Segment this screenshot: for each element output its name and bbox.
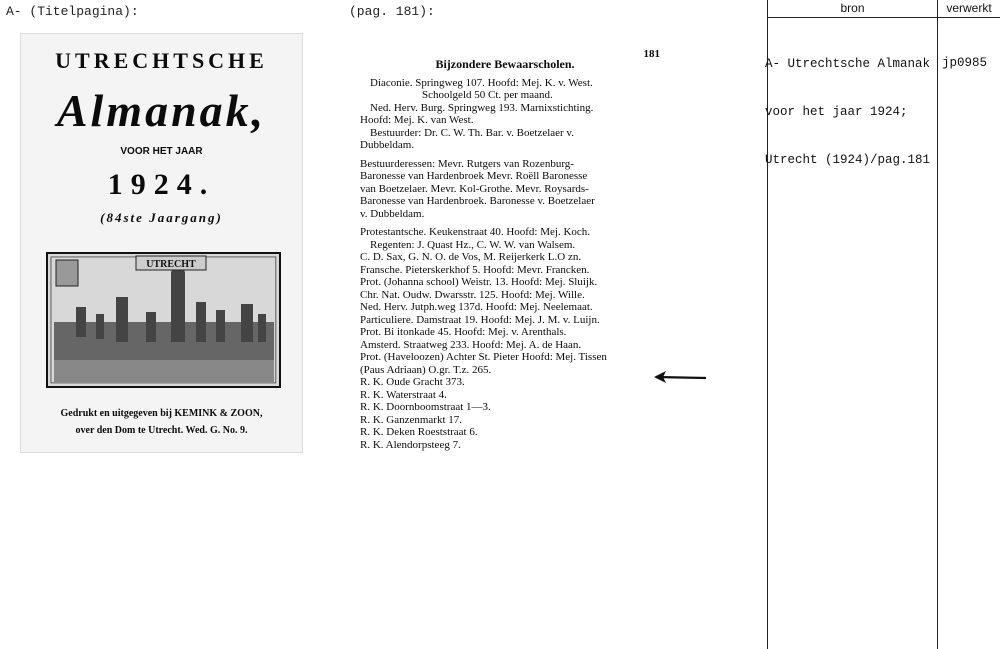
text-line: C. D. Sax, G. N. O. de Vos, M. Reijerkerk L.O zn. bbox=[360, 251, 582, 263]
label-pagina: (pag. 181): bbox=[349, 4, 435, 19]
title-page-scan bbox=[20, 33, 303, 453]
label-titelpagina: A- (Titelpagina): bbox=[6, 4, 139, 19]
bron-cell bbox=[765, 24, 930, 200]
text-line: Baronesse van Hardenbroek Mevr. Roëll Baronesse bbox=[360, 170, 588, 182]
title-line-almanak: Almanak, bbox=[56, 85, 267, 136]
imprint-line-2: over den Dom te Utrecht. Wed. G. No. 9. bbox=[75, 425, 248, 436]
bron-line: voor het jaar 1924; bbox=[765, 105, 908, 119]
text-line: (Paus Adriaan) O.gr. T.z. 265. bbox=[360, 363, 492, 376]
text-line: Schoolgeld 50 Ct. per maand. bbox=[422, 89, 553, 101]
city-engraving bbox=[46, 252, 281, 388]
text-line: Ned. Herv. Burg. Springweg 193. Marnixstichting. bbox=[370, 101, 594, 114]
engraving-banner: UTRECHT bbox=[146, 259, 196, 270]
page-heading: Bijzondere Bewaarscholen. bbox=[435, 57, 575, 71]
title-line-year: 1924. bbox=[107, 168, 216, 201]
text-line: R. K. Deken Roeststraat 6. bbox=[360, 426, 478, 438]
page-number: 181 bbox=[643, 48, 660, 60]
text-line: Prot. Bi itonkade 45. Hoofd: Mej. v. Arenthals. bbox=[360, 326, 567, 338]
text-line: R. K. Doornboomstraat 1—3. bbox=[360, 401, 491, 413]
verwerkt-cell: jp0985 bbox=[942, 56, 988, 70]
text-line: R. K. Waterstraat 4. bbox=[360, 388, 447, 401]
text-line: Baronesse van Hardenbroek. Baronesse v. Boetzelaer bbox=[360, 195, 595, 207]
imprint-line-1: Gedrukt en uitgegeven bij KEMINK & ZOON, bbox=[60, 408, 263, 419]
page-text-body bbox=[360, 77, 650, 452]
text-line: Regenten: J. Quast Hz., C. W. W. van Walsem. bbox=[370, 238, 576, 251]
title-line-jaargang: (84ste Jaargang) bbox=[100, 210, 223, 225]
text-line: Dubbeldam. bbox=[360, 139, 415, 151]
text-line: Chr. Nat. Oudw. Dwarsstr. 125. Hoofd: Mej. Wille. bbox=[360, 288, 585, 301]
table-header-bron: bron bbox=[768, 0, 937, 18]
table-divider-middle bbox=[937, 0, 938, 649]
text-line: R. K. Ganzenmarkt 17. bbox=[360, 413, 463, 426]
text-line: Prot. (Haveloozen) Achter St. Pieter Hoofd: Mej. Tissen bbox=[360, 351, 607, 363]
title-line-utrechtsche: UTRECHTSCHE bbox=[55, 48, 268, 73]
text-line: v. Dubbeldam. bbox=[360, 207, 425, 220]
page-181-scan bbox=[360, 48, 660, 451]
title-line-voor-het-jaar: VOOR HET JAAR bbox=[120, 146, 203, 157]
text-line: Prot. (Johanna school) Weistr. 13. Hoofd: Mej. Sluijk. bbox=[360, 276, 598, 288]
text-line: Ned. Herv. Jutph.weg 137d. Hoofd: Mej. Neelemaat. bbox=[360, 301, 593, 313]
text-line: Fransche. Pieterskerkhof 5. Hoofd: Mevr. Francken. bbox=[360, 263, 590, 276]
text-line: Hoofd: Mej. K. van West. bbox=[360, 114, 474, 126]
coat-of-arms-icon bbox=[56, 260, 78, 286]
text-line: Diaconie. Springweg 107. Hoofd: Mej. K. v. West. bbox=[370, 76, 593, 89]
text-line: Bestuurder: Dr. C. W. Th. Bar. v. Boetzelaer v. bbox=[370, 126, 574, 139]
text-line: R. K. Oude Gracht 373. bbox=[360, 376, 465, 388]
text-line: R. K. Alendorpsteeg 7. bbox=[360, 438, 461, 451]
bron-line: Utrecht (1924)/pag.181 bbox=[765, 153, 931, 167]
arrow-left-icon bbox=[652, 370, 708, 384]
text-line: Amsterd. Straatweg 233. Hoofd: Mej. A. de Haan. bbox=[360, 338, 582, 351]
table-header-verwerkt: verwerkt bbox=[938, 0, 1000, 18]
text-line: Protestantsche. Keukenstraat 40. Hoofd: Mej. Koch. bbox=[360, 226, 591, 238]
text-line: Particuliere. Damstraat 19. Hoofd: Mej. J. M. v. Luijn. bbox=[360, 313, 600, 326]
bron-line: A- Utrechtsche Almanak bbox=[765, 57, 931, 71]
text-line: Bestuurderessen: Mevr. Rutgers van Rozenburg- bbox=[360, 157, 574, 170]
text-line: van Boetzelaer. Mevr. Kol-Grothe. Mevr. Roysards- bbox=[360, 182, 589, 195]
